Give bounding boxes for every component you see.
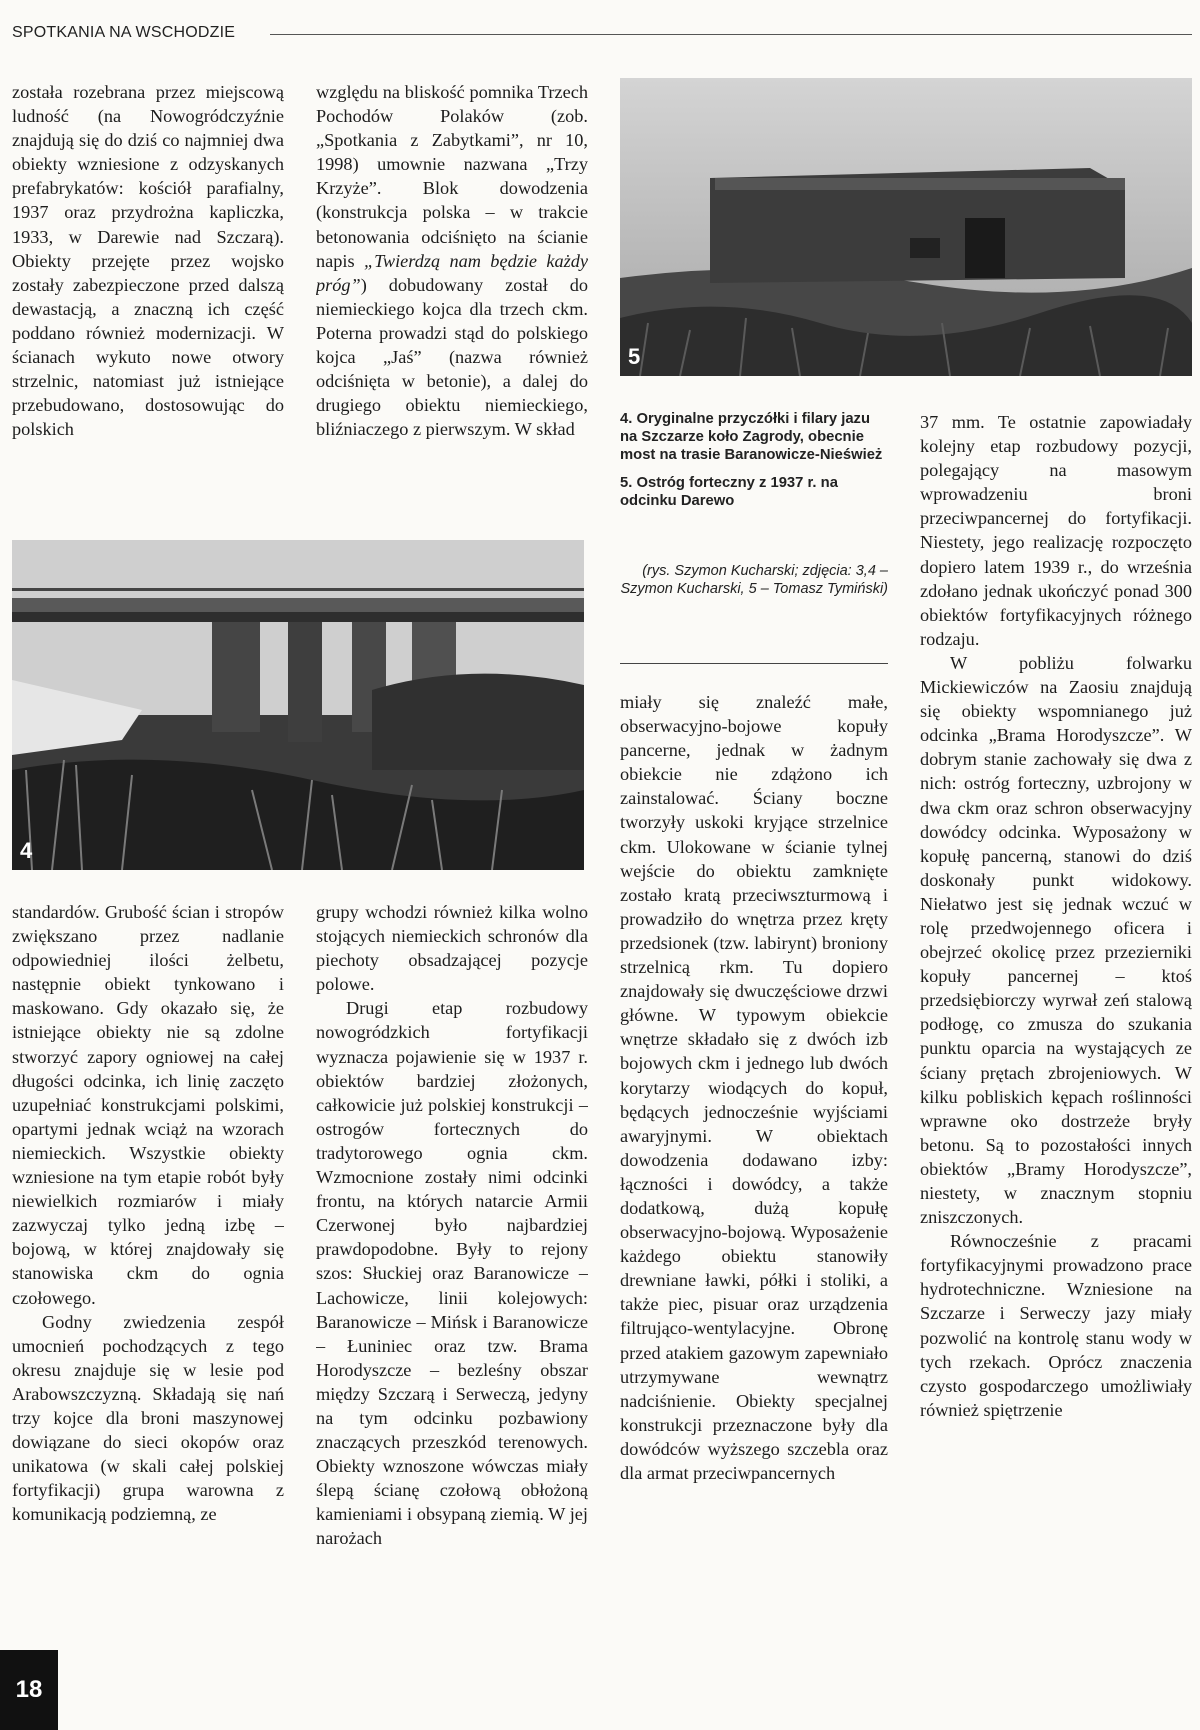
photo-number: 5: [628, 344, 641, 369]
caption-photo-5: 5. Ostróg forteczny z 1937 r. na odcinku Darewo: [620, 475, 838, 509]
paragraph: W pobliżu folwarku Mickiewiczów na Zaosiu znajdują się obiekty wspomnianego już odcinka „Brama Horodyszcze”. W dobrym stanie zachowały się dwa z nich: ostróg forteczny, uzbrojony w dwa ckm oraz schron obserwacyjny dowódcy odcinka. Wyposażony w kopułę pancerną, stanowi do dziś doskonały punkt widokowy. Niełatwo jest się jednak wczuć w rolę przedwojennego oficera i obejrzeć okolicę przez przezierniki kopuły pancernej – ktoś przedsiębiorczy wyrwał zeń stalową podłogę, co zmusza do szukania punktu oparcia na wystających ze ściany prętach zbrojeniowych. W kilku pobliskich kępach roślinności wprawne oko dostrzeże bryły betonu. Są to pozostałości innych obiektów „Bramy Horodyszcze”, niestety, w znacznym stopniu zniszczonych.: [920, 652, 1192, 1228]
photo-5-fort: [620, 78, 1192, 376]
article-col4: [920, 410, 1192, 1622]
paragraph: grupy wchodzi również kilka wolno stojących niemieckich schronów dla piechoty obsadzającej pozycje polowe.: [316, 902, 588, 995]
article-col2-top: [316, 80, 588, 520]
paragraph: [316, 80, 588, 441]
photo-credits: (rys. Szymon Kucharski; zdjęcia: 3,4 – Szymon Kucharski, 5 – Tomasz Tymiński): [620, 563, 888, 597]
paragraph: została rozebrana przez miejscową ludność (na Nowogródczyźnie znajdują się do dziś co najmniej dwa obiekty wzniesione z odzyskanych prefabrykatów: kościół parafialny, 1937 oraz przydrożna kapliczka, 1933, w Darewie nad Szczarą). Obiekty przejęte przez wojsko zostały zabezpieczone przed dalszą dewastacją, a znaczną ich część poddano również modernizacji. W ścianach wykuto nowe otwory strzelnic, natomiast już istniejące przebudowano, dostosowując do polskich: [12, 82, 284, 440]
bridge-photo-illustration: [12, 540, 584, 870]
article-col1-bottom: [12, 900, 284, 1622]
header-rule: [270, 34, 1192, 35]
paragraph: Równocześnie z pracami fortyfikacyjnymi prowadzono prace hydrotechniczne. Wzniesione na Szczarze i Serweczy jazy miały pozwolić na kontrolę stanu wody w tych rzekach. Oprócz znaczenia czysto gospodarczego umożliwiały również spiętrzenie: [920, 1231, 1192, 1420]
article-col3: [620, 690, 888, 1622]
paragraph: Drugi etap rozbudowy nowogródzkich fortyfikacji wyznacza pojawienie się w 1937 r. obiektów bardziej złożonych, całkowicie już polskiej konstrukcji – ostrogów fortecznych do tradytorowego ognia ckm. Wzmocnione zostały nimi odcinki frontu, na których natarcie Armii Czerwonej było najbardziej prawdopodobne. Były to rejony szos: Słuckiej oraz Baranowicze – Lachowicze, linii kolejowych: Baranowicze – Mińsk i Baranowicze – Łuniniec oraz tzw. Brama Horodyszcze – bezleśny obszar między Szczarą i Serweczą, jedyny na tym odcinku pozbawiony znaczących przeszkód terenowych. Obiekty wznoszone wówczas miały ślepą ścianę czołową obłożoną kamieniami i obsypaną ziemią. W jej narożach: [316, 998, 588, 1549]
paragraph: standardów. Grubość ścian i stropów zwiększano przez nadlanie odpowiedniej ilości żelbetu, następnie obiekt tynkowano i maskowano. Gdy okazało się, że istniejące obiekty nie są zdolne stworzyć zapory ogniowej na całej długości odcinka, ich linię zaczęto uzupełniać konstrukcjami polskimi, opartymi jednak wciąż na wzorach niemieckich. Wszystkie obiekty wzniesione na tym etapie robót były niewielkich rozmiarów i miały zazwyczaj tylko jedną izbę – bojową, w której znajdowały się stanowiska ckm do ognia czołowego.: [12, 902, 284, 1308]
text-run: względu na bliskość pomnika Trzech Pochodów Polaków (zob. „Spotkania z Zabytkami”, nr 10, 1998) umownie nazwana „Trzy Krzyże”. Blok dowodzenia (konstrukcja polska – w trakcie betonowania odciśnięto na ścianie napis: [316, 82, 588, 271]
photo-number: 4: [20, 838, 33, 863]
article-col2-bottom: [316, 900, 588, 1622]
caption-divider: [620, 663, 888, 664]
paragraph: miały się znaleźć małe, obserwacyjno-bojowe kopuły pancerne, jednak w żadnym obiekcie nie zdążono ich zainstalować. Ściany boczne tworzyły uskoki kryjące strzelnice ckm. Ulokowane w ścianie tylnej wejście do obiektu zamknięte zostało kratą przeciwszturmową i prowadziło do wnętrza przez kręty przedsionek (tzw. labirynt) broniony strzelnicą rkm. Tu dopiero znajdowały się dwuczęściowe drzwi główne. W typowym obiekcie wnętrze składało się z dwóch izb bojowych ckm i jednego lub dwóch korytarzy wiodących do kopuł, będących jednocześnie wyjściami awaryjnymi. W obiektach dowodzenia dodawano izby: łączności i dowódcy, a także dodatkową, dużą kopułę obserwacyjno-bojową. Wyposażenie każdego obiektu stanowiły drewniane ławki, półki i stoliki, a także piec, pisuar oraz urządzenia filtrująco-wentylacyjne. Obronę przed atakiem gazowym zapewniało utrzymywane wewnątrz nadciśnienie. Obiekty specjalnej konstrukcji przeznaczone były dla dowódców wyższego szczebla oraz dla armat przeciwpancernych: [620, 692, 888, 1483]
section-title: SPOTKANIA NA WSCHODZIE: [12, 24, 236, 41]
paragraph: 37 mm. Te ostatnie zapowiadały kolejny etap rozbudowy pozycji, polegający na masowym wprowadzeniu broni przeciwpancernej do fortyfikacji. Niestety, jego realizację rozpoczęto dopiero latem 1939 r., do września zdołano jednak ukończyć ponad 300 obiektów fortyfikacyjnych różnego rodzaju.: [920, 412, 1192, 649]
article-col1-top: [12, 80, 284, 520]
running-header: [12, 18, 1192, 48]
paragraph: Godny zwiedzenia zespół umocnień pochodzących z tego okresu znajduje się w lesie pod Arabowszczyzną. Składają się nań trzy kojce dla broni maszynowej dowiązane do sieci okopów oraz unikatowa (w skali całej polskiej fortyfikacji) grupa warowna z komunikacją podziemną, ze: [12, 1311, 284, 1525]
photo-captions: [620, 410, 888, 520]
italic-quote: „Twierdzą nam będzie każdy próg”: [316, 250, 588, 295]
caption-photo-4: 4. Oryginalne przyczółki i filary jazu na Szczarze koło Zagrody, obecnie most na trasie Baranowicze-Nieśwież: [620, 411, 883, 463]
page-number: 18: [0, 1650, 58, 1730]
text-run: ) dobudowany został do niemieckiego kojca dla trzech ckm. Poterna prowadzi stąd do polskiego kojca „Jaś” (nazwa również odciśnięta w betonie), a dalej do drugiego obiektu niemieckiego, bliźniaczego z pierwszym. W skład: [316, 274, 588, 440]
photo-4-bridge: [12, 540, 584, 870]
fort-photo-illustration: [620, 78, 1192, 376]
